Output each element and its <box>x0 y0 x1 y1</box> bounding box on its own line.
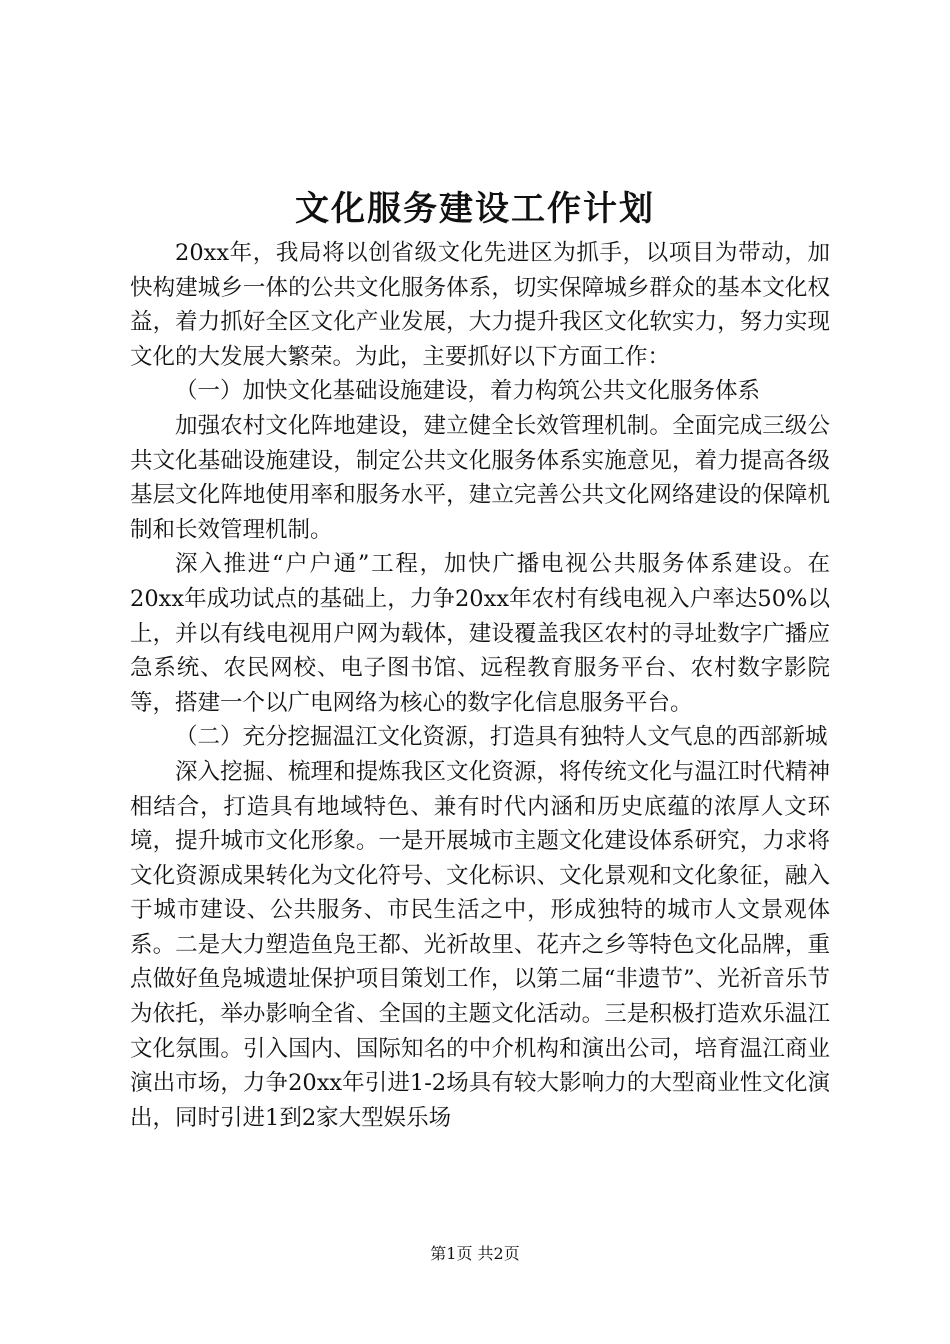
paragraph-intro: 20xx年，我局将以创省级文化先进区为抓手，以项目为带动，加快构建城乡一体的公共文化服务体系，切实保障城乡群众的基本文化权益，着力抓好全区文化产业发展，大力提升我区文化软实力，努力实现文化的大发展大繁荣。为此，主要抓好以下方面工作： <box>130 240 830 370</box>
paragraph-broadcast: 深入推进“户户通”工程，加快广播电视公共服务体系建设。在20xx年成功试点的基础上，力争20xx年农村有线电视入户率达50%以上，并以有线电视用户网为载体，建设覆盖我区农村的寻址数字广播应急系统、农民网校、电子图书馆、远程教育服务平台、农村数字影院等，搭建一个以广电网络为核心的数字化信息服务平台。 <box>130 551 830 716</box>
page-footer: 第1页 共2页 <box>430 1244 520 1263</box>
paragraph-rural-facilities: 加强农村文化阵地建设，建立健全长效管理机制。全面完成三级公共文化基础设施建设，制定公共文化服务体系实施意见，着力提高各级基层文化阵地使用率和服务水平，建立完善公共文化网络建设的保障机制和长效管理机制。 <box>130 412 830 543</box>
document-title: 文化服务建设工作计划 <box>295 189 655 229</box>
section-heading-2: （二）充分挖掘温江文化资源，打造具有独特人文气息的西部新城 <box>175 724 828 751</box>
paragraph-culture-resources: 深入挖掘、梳理和提炼我区文化资源，将传统文化与温江时代精神相结合，打造具有地域特色、兼有时代内涵和历史底蕴的浓厚人文环境，提升城市文化形象。一是开展城市主题文化建设体系研究，力求将文化资源成果转化为文化符号、文化标识、文化景观和文化象征，融入于城市建设、公共服务、市民生活之中，形成独特的城市人文景观体系。二是大力塑造鱼凫王都、光祈故里、花卉之乡等特色文化品牌，重点做好鱼凫城遗址保护项目策划工作，以第二届“非遗节”、光祈音乐节为依托，举办影响全省、全国的主题文化活动。三是积极打造欢乐温江文化氛围。引入国内、国际知名的中介机构和演出公司，培育温江商业演出市场，力争20xx年引进1-2场具有较大影响力的大型商业性文化演出，同时引进1到2家大型娱乐场 <box>130 758 830 1131</box>
section-heading-1: （一）加快文化基础设施建设，着力构筑公共文化服务体系 <box>175 378 761 405</box>
document-body <box>130 236 830 1135</box>
